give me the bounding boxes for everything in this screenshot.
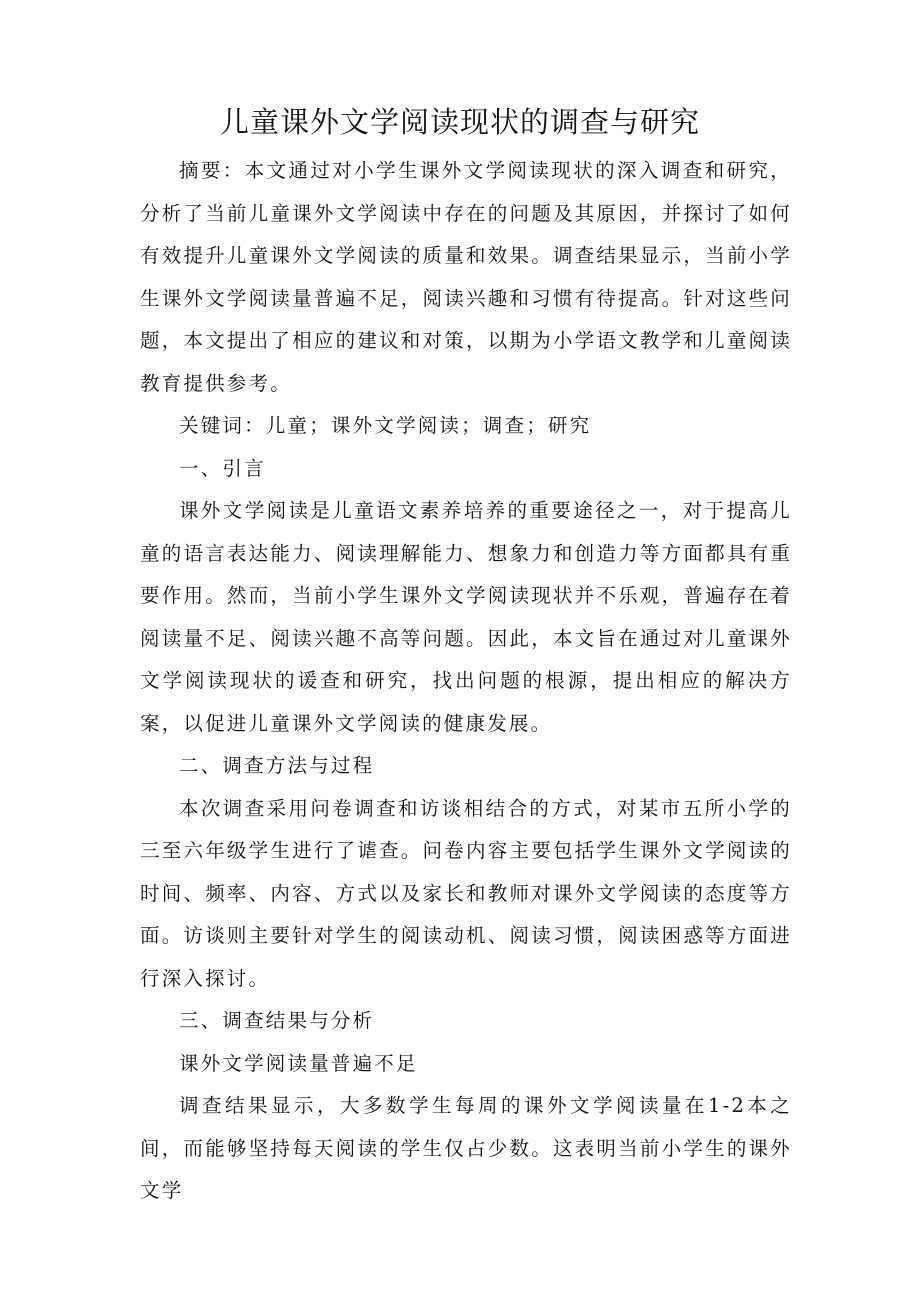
results-paragraph: 调查结果显示，大多数学生每周的课外文学阅读量在1-2本之间，而能够坚持每天阅读的学生仅占少数。这表明当前小学生的课外文学 — [140, 1094, 792, 1202]
section-heading-methods: 二、调查方法与过程 — [179, 754, 375, 777]
section-heading-introduction: 一、引言 — [179, 456, 266, 480]
keywords-line: 关键词：儿童；课外文学阅读；调查；研究 — [179, 414, 592, 437]
document-title: 儿童课外文学阅读现状的调查与研究 — [219, 105, 700, 139]
methods-paragraph: 本次调查采用问卷调查和访谈相结合的方式，对某市五所小学的三至六年级学生进行了谑查。问卷内容主要包括学生课外文学阅读的时间、频率、内容、方式以及家长和教师对课外文学阅读的态度等方面。访谈则主要针对学生的阅读动机、阅读习惯，阅读困惑等方面进行深入探讨。 — [140, 796, 792, 990]
introduction-paragraph: 课外文学阅读是儿童语文素养培养的重要途径之一，对于提高儿童的语言表达能力、阅读理解能力、想象力和创造力等方面都具有重要作用。然而，当前小学生课外文学阅读现状并不乐观，普遍存在着阅读量不足、阅读兴趣不高等问题。因此，本文旨在通过对儿童课外文学阅读现状的谖查和研究，找出问题的根源，提出相应的解决方案，以促进儿童课外文学阅读的健康发展。 — [140, 499, 792, 735]
section-heading-results: 三、调查结果与分析 — [179, 1009, 375, 1032]
abstract-paragraph: 摘要：本文通过对小学生课外文学阅读现状的深入调查和研究，分析了当前儿童课外文学阅读中存在的问题及其原因，并探讨了如何有效提升儿童课外文学阅读的质量和效果。调查结果显示，当前小学生课外文学阅读量普遍不足，阅读兴趣和习惯有待提高。针对这些问题，本文提出了相应的建议和对策，以期为小学语文教学和儿童阅读教育提供参考。 — [140, 159, 792, 395]
results-subheading: 课外文学阅读量普遍不足 — [179, 1051, 418, 1075]
document-body — [140, 150, 792, 1213]
